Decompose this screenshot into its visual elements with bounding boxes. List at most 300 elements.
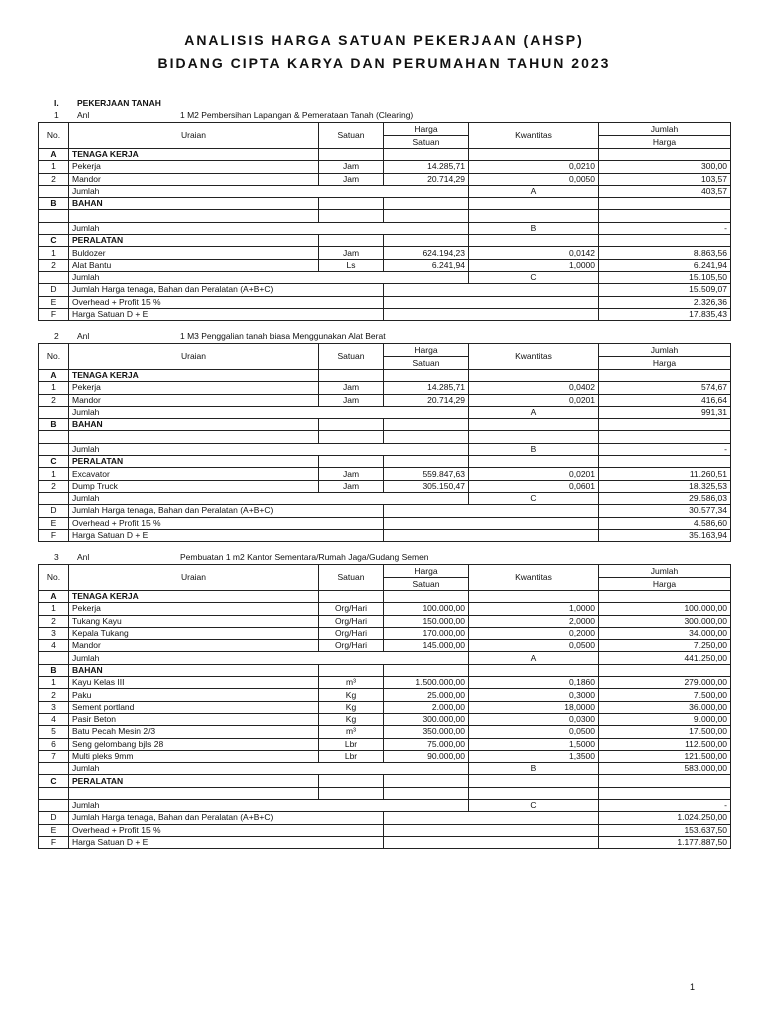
item-price: 559.847,63 [384, 468, 469, 480]
item-price: 14.285,71 [384, 161, 469, 173]
item-no: 1 [39, 161, 69, 173]
total-d-label: Jumlah Harga tenaga, Bahan dan Peralatan (A+B+C) [69, 284, 384, 296]
table-cell [469, 456, 599, 468]
table-cell [384, 431, 469, 443]
section-number: I. [54, 98, 59, 108]
item-total: 574,67 [599, 382, 731, 394]
table-cell [384, 775, 469, 787]
group-title: BAHAN [69, 664, 319, 676]
table-cell [319, 456, 384, 468]
table-cell [384, 456, 469, 468]
header-uraian: Uraian [69, 344, 319, 370]
table-cell [384, 664, 469, 676]
table-row [39, 689, 731, 701]
item-no: 2 [39, 173, 69, 185]
item-unit: Jam [319, 382, 384, 394]
item-quantity: 0,0500 [469, 726, 599, 738]
subtotal-letter: B [469, 763, 599, 775]
item-total: 8.863,56 [599, 247, 731, 259]
table-cell [319, 210, 384, 222]
item-name: Batu Pecah Mesin 2/3 [69, 726, 319, 738]
total-d-letter: D [39, 812, 69, 824]
item-total: 279.000,00 [599, 677, 731, 689]
group-header-row [39, 198, 731, 210]
subtotal-value: - [599, 443, 731, 455]
table-cell [384, 824, 599, 836]
item-total: 11.260,51 [599, 468, 731, 480]
table-cell [384, 812, 599, 824]
item-price: 2.000,00 [384, 701, 469, 713]
item-unit: Ls [319, 259, 384, 271]
table-cell [384, 296, 599, 308]
group-title: TENAGA KERJA [69, 591, 319, 603]
group-title: TENAGA KERJA [69, 370, 319, 382]
subtotal-label: Jumlah [69, 406, 469, 418]
analysis-number: 3 [54, 552, 59, 562]
item-price: 75.000,00 [384, 738, 469, 750]
subtotal-letter: A [469, 406, 599, 418]
table-cell [599, 419, 731, 431]
item-quantity: 0,0601 [469, 480, 599, 492]
item-total: 18.325,53 [599, 480, 731, 492]
item-quantity: 18,0000 [469, 701, 599, 713]
item-name: Kepala Tukang [69, 627, 319, 639]
subtotal-row [39, 185, 731, 197]
table-row [39, 394, 731, 406]
item-no: 2 [39, 480, 69, 492]
total-d-value: 1.024.250,00 [599, 812, 731, 824]
header-no: No. [39, 344, 69, 370]
subtotal-row [39, 222, 731, 234]
header-jumlah-harga: Harga [599, 578, 731, 591]
table-cell [69, 787, 319, 799]
group-letter: B [39, 664, 69, 676]
group-header-row [39, 591, 731, 603]
subtotal-label: Jumlah [69, 443, 469, 455]
table-cell [39, 652, 69, 664]
item-unit: Jam [319, 247, 384, 259]
analysis-number: 2 [54, 331, 59, 341]
total-e-letter: E [39, 824, 69, 836]
total-e-label: Overhead + Profit 15 % [69, 517, 384, 529]
table-cell [469, 775, 599, 787]
analysis-description: 1 M2 Pembersihan Lapangan & Pemerataan Tanah (Clearing) [180, 110, 414, 120]
item-no: 6 [39, 738, 69, 750]
table-cell [319, 419, 384, 431]
item-unit: Org/Hari [319, 615, 384, 627]
total-d-letter: D [39, 505, 69, 517]
table-cell [319, 664, 384, 676]
item-unit: Org/Hari [319, 627, 384, 639]
subtotal-letter: C [469, 492, 599, 504]
item-no: 4 [39, 640, 69, 652]
ahsp-table [38, 564, 731, 849]
item-unit: Kg [319, 701, 384, 713]
subtotal-value: 15.105,50 [599, 271, 731, 283]
table-cell [469, 210, 599, 222]
total-f-row [39, 529, 731, 541]
total-f-letter: F [39, 836, 69, 848]
header-jumlah: Jumlah [599, 123, 731, 136]
item-no: 1 [39, 468, 69, 480]
subtotal-value: 29.586,03 [599, 492, 731, 504]
group-header-row [39, 370, 731, 382]
table-cell [599, 370, 731, 382]
group-letter: B [39, 419, 69, 431]
group-title: PERALATAN [69, 775, 319, 787]
table-cell [39, 800, 69, 812]
table-cell [39, 443, 69, 455]
table-cell [384, 198, 469, 210]
table-row [39, 615, 731, 627]
subtotal-value: 441.250,00 [599, 652, 731, 664]
subtotal-letter: A [469, 185, 599, 197]
total-f-letter: F [39, 529, 69, 541]
table-cell [469, 664, 599, 676]
table-cell [39, 271, 69, 283]
item-quantity: 0,0500 [469, 640, 599, 652]
item-price: 624.194,23 [384, 247, 469, 259]
total-d-row [39, 284, 731, 296]
item-no: 1 [39, 677, 69, 689]
group-title: PERALATAN [69, 456, 319, 468]
item-price: 20.714,29 [384, 173, 469, 185]
total-e-value: 2.326,36 [599, 296, 731, 308]
header-harga-satuan: Satuan [384, 357, 469, 370]
subtotal-label: Jumlah [69, 271, 469, 283]
table-cell [469, 591, 599, 603]
total-d-label: Jumlah Harga tenaga, Bahan dan Peralatan (A+B+C) [69, 505, 384, 517]
header-jumlah-harga: Harga [599, 136, 731, 149]
ahsp-table [38, 122, 731, 321]
item-no: 3 [39, 701, 69, 713]
item-unit: Lbr [319, 750, 384, 762]
subtotal-label: Jumlah [69, 652, 469, 664]
table-row [39, 677, 731, 689]
table-row [39, 173, 731, 185]
subtotal-row [39, 800, 731, 812]
item-total: 121.500,00 [599, 750, 731, 762]
item-name: Seng gelombang bjls 28 [69, 738, 319, 750]
total-f-value: 17.835,43 [599, 308, 731, 320]
total-d-row [39, 812, 731, 824]
group-header-row [39, 149, 731, 161]
table-cell [69, 431, 319, 443]
table-cell [469, 198, 599, 210]
item-quantity: 1,3500 [469, 750, 599, 762]
total-f-row [39, 308, 731, 320]
header-no: No. [39, 565, 69, 591]
table-row [39, 738, 731, 750]
table-cell [319, 149, 384, 161]
table-cell [384, 210, 469, 222]
item-total: 100.000,00 [599, 603, 731, 615]
analysis-code: Anl [77, 110, 90, 120]
table-cell [599, 775, 731, 787]
table-header-row [39, 123, 731, 136]
subtotal-letter: B [469, 443, 599, 455]
item-quantity: 2,0000 [469, 615, 599, 627]
group-title: BAHAN [69, 198, 319, 210]
item-quantity: 1,0000 [469, 259, 599, 271]
item-total: 9.000,00 [599, 713, 731, 725]
table-cell [384, 235, 469, 247]
header-harga-satuan: Satuan [384, 578, 469, 591]
table-cell [469, 149, 599, 161]
table-row [39, 210, 731, 222]
item-quantity: 0,1860 [469, 677, 599, 689]
table-cell [384, 149, 469, 161]
table-row [39, 627, 731, 639]
item-name: Pekerja [69, 382, 319, 394]
group-letter: A [39, 149, 69, 161]
total-e-label: Overhead + Profit 15 % [69, 824, 384, 836]
item-total: 300,00 [599, 161, 731, 173]
item-total: 103,57 [599, 173, 731, 185]
item-unit: Jam [319, 468, 384, 480]
table-cell [599, 431, 731, 443]
subtotal-value: 991,31 [599, 406, 731, 418]
table-cell [39, 763, 69, 775]
item-name: Tukang Kayu [69, 615, 319, 627]
table-cell [319, 775, 384, 787]
item-name: Mandor [69, 640, 319, 652]
subtotal-letter: C [469, 800, 599, 812]
table-cell [384, 419, 469, 431]
total-e-letter: E [39, 296, 69, 308]
item-no: 4 [39, 713, 69, 725]
total-d-label: Jumlah Harga tenaga, Bahan dan Peralatan (A+B+C) [69, 812, 384, 824]
item-no: 1 [39, 603, 69, 615]
item-price: 350.000,00 [384, 726, 469, 738]
group-letter: A [39, 370, 69, 382]
item-unit: Lbr [319, 738, 384, 750]
header-jumlah: Jumlah [599, 344, 731, 357]
header-harga: Harga [384, 565, 469, 578]
table-cell [39, 406, 69, 418]
table-row [39, 726, 731, 738]
section-title: PEKERJAAN TANAH [77, 98, 161, 108]
item-no: 5 [39, 726, 69, 738]
header-satuan: Satuan [319, 565, 384, 591]
group-title: BAHAN [69, 419, 319, 431]
item-price: 170.000,00 [384, 627, 469, 639]
header-no: No. [39, 123, 69, 149]
analysis-description: 1 M3 Penggalian tanah biasa Menggunakan Alat Berat [180, 331, 386, 341]
header-uraian: Uraian [69, 565, 319, 591]
item-quantity: 0,0201 [469, 468, 599, 480]
item-name: Mandor [69, 173, 319, 185]
total-e-label: Overhead + Profit 15 % [69, 296, 384, 308]
header-harga: Harga [384, 344, 469, 357]
table-cell [384, 370, 469, 382]
table-header-row [39, 565, 731, 578]
item-name: Excavator [69, 468, 319, 480]
table-row [39, 382, 731, 394]
item-name: Pekerja [69, 603, 319, 615]
table-cell [384, 284, 599, 296]
subtotal-letter: B [469, 222, 599, 234]
total-d-row [39, 505, 731, 517]
group-header-row [39, 775, 731, 787]
table-row [39, 480, 731, 492]
item-no: 1 [39, 247, 69, 259]
group-title: PERALATAN [69, 235, 319, 247]
item-unit: Jam [319, 394, 384, 406]
item-unit: Kg [319, 713, 384, 725]
total-e-value: 4.586,60 [599, 517, 731, 529]
total-e-row [39, 296, 731, 308]
subtotal-letter: C [469, 271, 599, 283]
table-cell [39, 210, 69, 222]
table-row [39, 603, 731, 615]
item-name: Sement portland [69, 701, 319, 713]
item-unit: m³ [319, 726, 384, 738]
item-name: Multi pleks 9mm [69, 750, 319, 762]
subtotal-label: Jumlah [69, 222, 469, 234]
total-f-value: 35.163,94 [599, 529, 731, 541]
subtotal-value: 403,57 [599, 185, 731, 197]
header-kwantitas: Kwantitas [469, 123, 599, 149]
item-unit: Kg [319, 689, 384, 701]
analysis-number: 1 [54, 110, 59, 120]
item-unit: Org/Hari [319, 640, 384, 652]
item-unit: Jam [319, 480, 384, 492]
table-row [39, 750, 731, 762]
item-quantity: 0,0402 [469, 382, 599, 394]
table-cell [469, 235, 599, 247]
item-quantity: 0,2000 [469, 627, 599, 639]
table-cell [599, 664, 731, 676]
item-unit: Jam [319, 173, 384, 185]
document-title: ANALISIS HARGA SATUAN PEKERJAAN (AHSP) [184, 32, 584, 48]
group-header-row [39, 664, 731, 676]
table-cell [69, 210, 319, 222]
table-cell [384, 591, 469, 603]
total-f-label: Harga Satuan D + E [69, 308, 384, 320]
document-subtitle: BIDANG CIPTA KARYA DAN PERUMAHAN TAHUN 2023 [157, 55, 611, 71]
subtotal-row [39, 443, 731, 455]
table-cell [39, 787, 69, 799]
item-name: Alat Bantu [69, 259, 319, 271]
table-cell [319, 370, 384, 382]
header-uraian: Uraian [69, 123, 319, 149]
item-quantity: 0,0201 [469, 394, 599, 406]
group-letter: B [39, 198, 69, 210]
item-price: 90.000,00 [384, 750, 469, 762]
table-cell [319, 235, 384, 247]
table-row [39, 787, 731, 799]
total-f-value: 1.177.887,50 [599, 836, 731, 848]
subtotal-row [39, 763, 731, 775]
analysis-code: Anl [77, 552, 90, 562]
group-header-row [39, 456, 731, 468]
table-row [39, 713, 731, 725]
item-total: 34.000,00 [599, 627, 731, 639]
subtotal-value: - [599, 222, 731, 234]
subtotal-label: Jumlah [69, 763, 469, 775]
group-header-row [39, 419, 731, 431]
table-row [39, 247, 731, 259]
item-quantity: 1,0000 [469, 603, 599, 615]
item-no: 1 [39, 382, 69, 394]
item-price: 150.000,00 [384, 615, 469, 627]
table-cell [39, 492, 69, 504]
subtotal-value: 583.000,00 [599, 763, 731, 775]
item-name: Paku [69, 689, 319, 701]
table-cell [599, 591, 731, 603]
item-no: 2 [39, 394, 69, 406]
item-name: Pekerja [69, 161, 319, 173]
group-title: TENAGA KERJA [69, 149, 319, 161]
item-quantity: 0,0300 [469, 713, 599, 725]
item-no: 7 [39, 750, 69, 762]
item-quantity: 1,5000 [469, 738, 599, 750]
table-cell [319, 198, 384, 210]
total-e-value: 153.637,50 [599, 824, 731, 836]
item-name: Dump Truck [69, 480, 319, 492]
item-quantity: 0,0142 [469, 247, 599, 259]
header-harga-satuan: Satuan [384, 136, 469, 149]
total-d-letter: D [39, 284, 69, 296]
table-cell [599, 149, 731, 161]
item-quantity: 0,0210 [469, 161, 599, 173]
analysis-description: Pembuatan 1 m2 Kantor Sementara/Rumah Jaga/Gudang Semen [180, 552, 429, 562]
item-name: Mandor [69, 394, 319, 406]
table-cell [599, 456, 731, 468]
group-letter: C [39, 456, 69, 468]
group-letter: A [39, 591, 69, 603]
total-d-value: 15.509,07 [599, 284, 731, 296]
table-cell [384, 517, 599, 529]
subtotal-label: Jumlah [69, 492, 469, 504]
item-price: 305.150,47 [384, 480, 469, 492]
item-quantity: 0,3000 [469, 689, 599, 701]
group-letter: C [39, 235, 69, 247]
item-total: 416,64 [599, 394, 731, 406]
table-cell [39, 185, 69, 197]
item-name: Buldozer [69, 247, 319, 259]
subtotal-row [39, 652, 731, 664]
item-price: 14.285,71 [384, 382, 469, 394]
item-price: 300.000,00 [384, 713, 469, 725]
table-header-row [39, 344, 731, 357]
table-row [39, 161, 731, 173]
item-unit: Jam [319, 161, 384, 173]
subtotal-label: Jumlah [69, 800, 469, 812]
item-price: 1.500.000,00 [384, 677, 469, 689]
group-letter: C [39, 775, 69, 787]
group-header-row [39, 235, 731, 247]
total-e-letter: E [39, 517, 69, 529]
table-cell [599, 235, 731, 247]
table-row [39, 468, 731, 480]
total-f-row [39, 836, 731, 848]
ahsp-table [38, 343, 731, 542]
subtotal-row [39, 406, 731, 418]
table-row [39, 431, 731, 443]
table-row [39, 701, 731, 713]
subtotal-letter: A [469, 652, 599, 664]
table-cell [599, 210, 731, 222]
header-jumlah-harga: Harga [599, 357, 731, 370]
item-no: 2 [39, 615, 69, 627]
table-cell [599, 198, 731, 210]
table-cell [319, 431, 384, 443]
table-cell [469, 370, 599, 382]
table-cell [319, 787, 384, 799]
item-name: Pasir Beton [69, 713, 319, 725]
